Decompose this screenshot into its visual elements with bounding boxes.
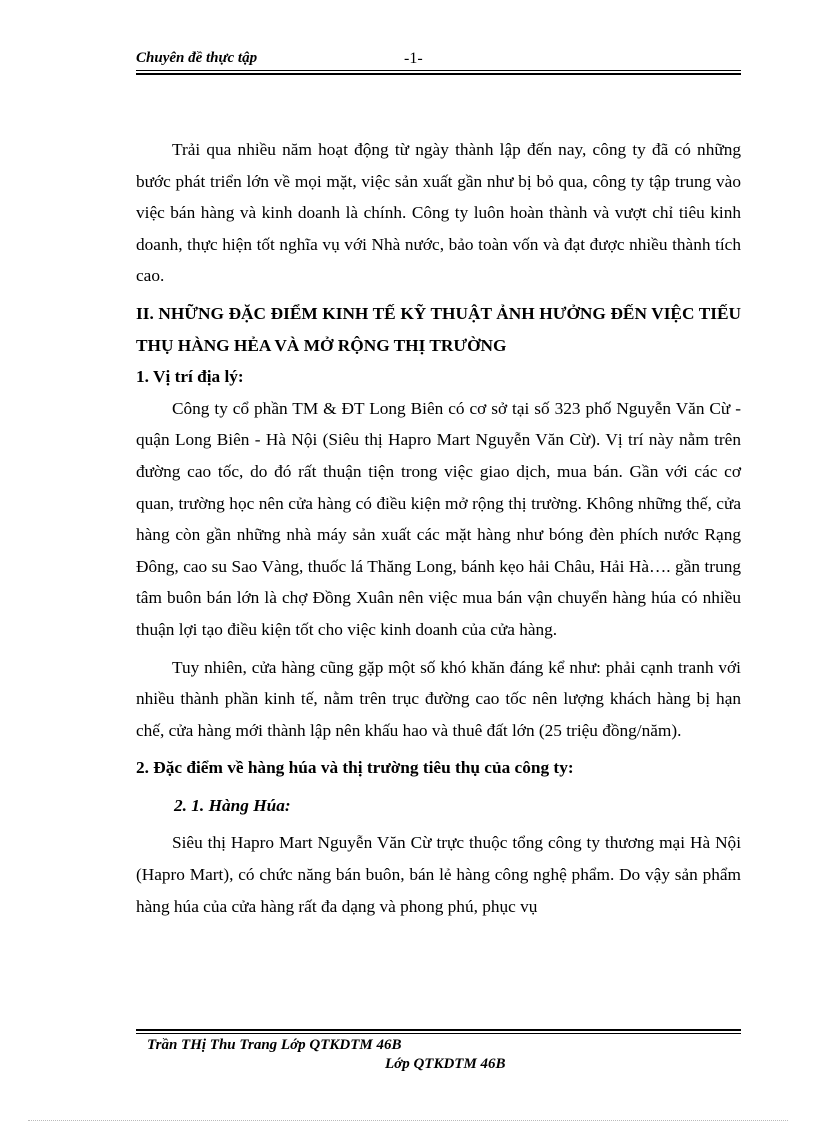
footer-class: Lớp QTKDTM 46B <box>385 1056 506 1072</box>
page-header <box>136 48 741 68</box>
paragraph-goods: Siêu thị Hapro Mart Nguyễn Văn Cừ trực thuộc tổng công ty thương mại Hà Nội (Hapro Mart), có chức năng bán buôn, bán lẻ hàng công nghệ phẩm. Do vậy sản phẩm hàng húa của cửa hàng rất đa dạng và phong phú, phục vụ <box>136 833 741 916</box>
paragraph-location: Công ty cổ phần TM & ĐT Long Biên có cơ sở tại số 323 phố Nguyễn Văn Cừ - quận Long Biên - Hà Nội (Siêu thị Hapro Mart Nguyễn Văn Cừ). Vị trí này nằm trên đường cao tốc, do đó rất thuận tiện trong việc giao dịch, mua bán. Gần với các cơ quan, trường học nên cửa hàng có điều kiện mở rộng thị trường. Không những thế, cửa hàng còn gần những nhà máy sản xuất các mặt hàng như bóng đèn phích nước Rạng Đông, cao su Sao Vàng, thuốc lá Thăng Long, bánh kẹo hải Châu, Hải Hà…. gần trung tâm buôn bán lớn là chợ Đồng Xuân nên việc mua bán vận chuyển hàng húa có nhiều thuận lợi tạo điều kiện tốt cho việc kinh doanh của cửa hàng. <box>136 398 741 639</box>
paragraph-intro: Trải qua nhiều năm hoạt động từ ngày thành lập đến nay, công ty đã có những bước phát triển lớn về mọi mặt, việc sản xuất gần như bị bỏ qua, công ty tập trung vào việc bán hàng và kinh doanh là chính. Công ty luôn hoàn thành và vượt chỉ tiêu kinh doanh, thực hiện tốt nghĩa vụ với Nhà nước, bảo toàn vốn và đạt được nhiều thành tích cao. <box>136 140 741 286</box>
header-title: Chuyên đề thực tập <box>136 50 258 66</box>
header-rule-thick <box>136 73 741 75</box>
footer-rule-thick <box>136 1029 741 1031</box>
subsection-heading-goods-market: 2. Đặc điểm về hàng húa và thị trường tiêu thụ của công ty: <box>136 758 574 778</box>
header-rule-thin <box>136 70 741 71</box>
subsection-heading-location: 1. Vị trí địa lý: <box>136 367 244 387</box>
paragraph-difficulties: Tuy nhiên, cửa hàng cũng gặp một số khó khăn đáng kể như: phải cạnh tranh với nhiều thành phần kinh tế, nằm trên trục đường cao tốc nên lượng khách hàng bị hạn chế, cửa hàng mới thành lập nên khấu hao và thuê đất lớn (25 triệu đồng/năm). <box>136 657 741 740</box>
document-body <box>136 134 741 922</box>
footer-rule-thin <box>136 1033 741 1034</box>
footer-author: Trần THị Thu Trang Lớp QTKDTM 46B <box>147 1037 402 1053</box>
section-heading-2: II. NHỮNG ĐẶC ĐIỂM KINH TẾ KỸ THUẬT ẢNH HƯỞNG ĐẾN VIỆC TIẾU THỤ HÀNG HẺA VÀ MỞ RỘNG THỊ TRƯỜNG <box>136 303 741 355</box>
subsection-heading-goods: 2. 1. Hàng Húa: <box>174 795 291 815</box>
page-number: -1- <box>404 50 423 67</box>
page-bottom-dotted-line <box>28 1120 788 1121</box>
